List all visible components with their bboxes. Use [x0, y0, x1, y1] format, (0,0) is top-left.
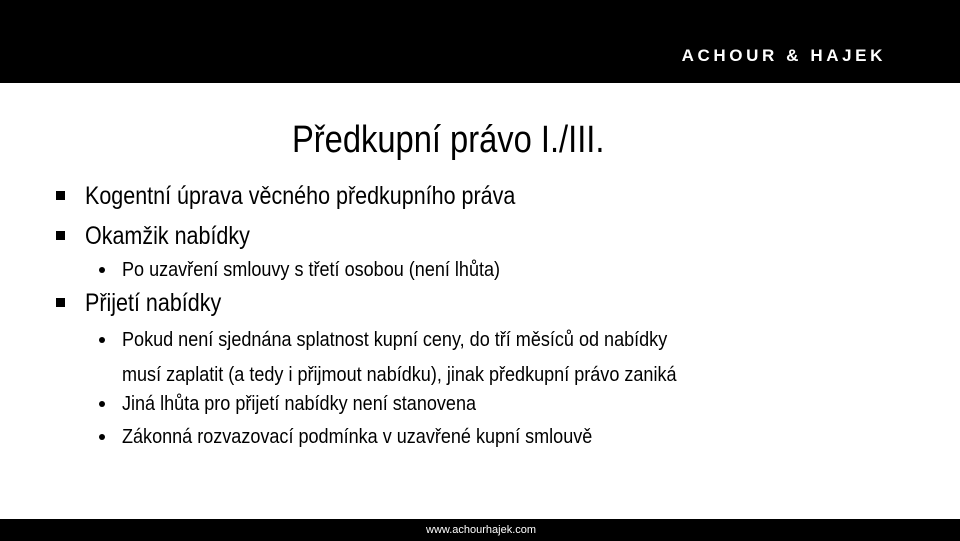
dot-bullet-icon — [99, 401, 105, 407]
bullet-item-4: Přijetí nabídky — [85, 289, 222, 317]
dot-bullet-icon — [99, 434, 105, 440]
square-bullet-icon — [56, 298, 65, 307]
bullet-item-1: Kogentní úprava věcného předkupního práva — [85, 182, 516, 210]
company-logo: ACHOUR & HAJEK — [681, 46, 886, 65]
slide-title: Předkupní právo I./III. — [292, 119, 605, 161]
header-bar — [0, 0, 960, 83]
square-bullet-icon — [56, 231, 65, 240]
dot-bullet-icon — [99, 267, 105, 273]
bullet-item-5-continuation: musí zaplatit (a tedy i přijmout nabídku), jinak předkupní právo zaniká — [122, 363, 677, 386]
bullet-item-6: Jiná lhůta pro přijetí nabídky není stanovena — [122, 392, 477, 415]
bullet-item-2: Okamžik nabídky — [85, 222, 250, 250]
dot-bullet-icon — [99, 337, 105, 343]
bullet-item-3: Po uzavření smlouvy s třetí osobou (není lhůta) — [122, 258, 501, 281]
footer-website-url: www.achourhajek.com — [426, 524, 537, 536]
square-bullet-icon — [56, 191, 65, 200]
bullet-item-7: Zákonná rozvazovací podmínka v uzavřené kupní smlouvě — [122, 425, 593, 448]
bullet-item-5: Pokud není sjednána splatnost kupní ceny, do tří měsíců od nabídky — [122, 328, 668, 351]
